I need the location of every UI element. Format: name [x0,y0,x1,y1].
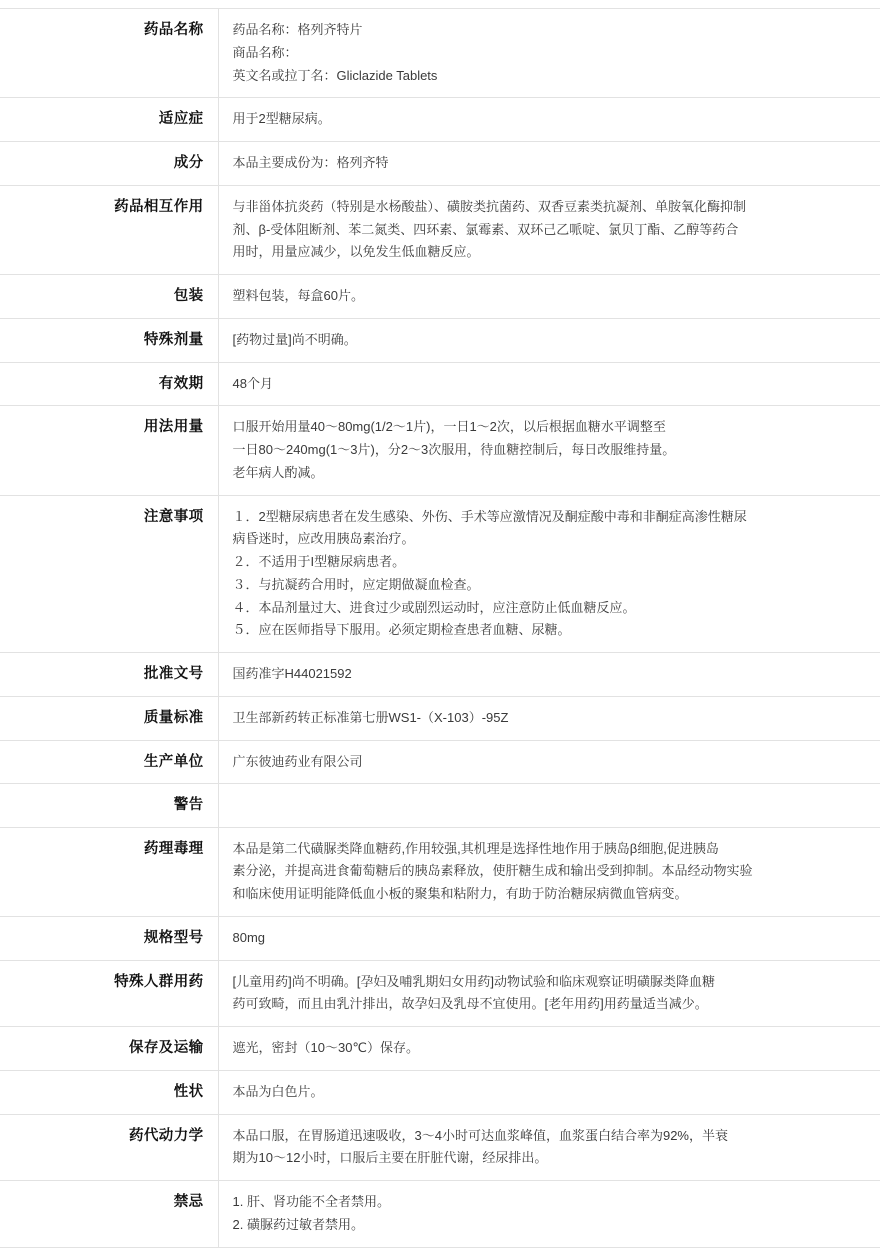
row-label: 特殊人群用药 [114,973,204,990]
table-row [0,960,880,1027]
row-label: 包装 [173,288,204,304]
row-value-line: [药物过量]尚不明确。 [232,331,357,347]
table-row [0,318,880,362]
row-value-line: 塑料包装，每盒60片。 [232,288,364,303]
row-value [218,1070,880,1114]
row-value [218,696,880,740]
row-value-line: 国药准字H44021592 [232,666,352,681]
row-label: 药代动力学 [129,1127,204,1144]
row-value-line: 本品口服，在胃肠道迅速吸收，3～4小时可达血浆峰值，血浆蛋白结合率为92%，半衰 [232,1127,728,1143]
row-label: 成分 [173,155,204,171]
row-value-line: 商品名称： [232,44,298,60]
row-value-line: 卫生部新药转正标准第七册WS1-（X-103）-95Z [232,709,509,725]
drug-information-table [0,8,880,1248]
row-label: 适应症 [158,111,204,128]
table-row [0,1114,880,1181]
table-row [0,275,880,319]
row-label: 性状 [173,1083,204,1100]
row-value-line: 80mg [232,929,266,945]
row-value [218,275,880,319]
row-value-line: 本品为白色片。 [232,1083,324,1099]
row-value-line: 英文名或拉丁名：Gliclazide Tablets [232,67,438,83]
table-row [0,362,880,406]
row-value [218,495,880,653]
row-value-line: ２．不适用于I型糖尿病患者。 [232,554,406,569]
row-value [218,1181,880,1248]
row-value-line: 用于2型糖尿病。 [232,111,331,127]
table-row [0,916,880,960]
row-value [218,9,880,98]
row-value-line: 剂、β-受体阻断剂、苯二氮类、四环素、氯霉素、双环己乙哌啶、氯贝丁酯、乙醇等药合 [232,221,739,237]
table-row [0,9,880,98]
row-value-line: 药品名称：格列齐特片 [232,22,363,37]
row-value-line: 一日80～240mg(1～3片)，分2～3次服用，待血糖控制后，每日改服维持量。 [232,442,676,457]
row-label: 特殊剂量 [143,331,204,348]
table-row [0,142,880,186]
table-row [0,1070,880,1114]
row-value-line: 口服开始用量40～80mg(1/2～1片)，一日1～2次，以后根据血糖水平调整至 [232,419,666,435]
table-row [0,98,880,142]
row-label: 质量标准 [143,709,204,726]
table-row [0,653,880,697]
row-value [218,185,880,274]
row-value-line: 用时，用量应减少，以免发生低血糖反应。 [232,244,480,260]
row-value-line: ５．应在医师指导下服用。必须定期检查患者血糖、尿糖。 [232,622,571,638]
table-row [0,696,880,740]
row-value [218,960,880,1027]
row-label: 保存及运输 [129,1040,204,1057]
row-label: 药理毒理 [143,840,204,857]
row-label: 用法用量 [143,419,204,436]
row-label: 药品名称 [143,22,204,38]
row-value-line: 48个月 [232,375,273,391]
row-value-line: 老年病人酌减。 [232,464,324,480]
row-value-line: 遮光，密封（10～30℃）保存。 [232,1040,420,1056]
row-value-line: 期为10～12小时，口服后主要在肝脏代谢，经尿排出。 [232,1150,548,1166]
table-row [0,406,880,495]
row-value [218,318,880,362]
table-row [0,1027,880,1071]
row-value [218,653,880,697]
table-row [0,827,880,916]
row-value-line: ３．与抗凝药合用时，应定期做凝血检查。 [232,576,480,592]
row-value [218,827,880,916]
row-value-line: 病昏迷时，应改用胰岛素治疗。 [232,531,415,547]
row-value-line: 2. 磺脲药过敏者禁用。 [232,1216,364,1232]
row-value-line: 本品主要成份为：格列齐特 [232,155,389,170]
row-value-line: 与非甾体抗炎药（特别是水杨酸盐）、磺胺类抗菌药、双香豆素类抗凝剂、单胺氧化酶抑制 [232,198,747,214]
row-value [218,1114,880,1181]
row-value-line: 本品是第二代磺脲类降血糖药,作用较强,其机理是选择性地作用于胰岛β细胞,促进胰岛 [232,840,719,856]
row-value-line: 1. 肝、肾功能不全者禁用。 [232,1194,390,1210]
row-value [218,406,880,495]
row-value-line: 和临床使用证明能降低血小板的聚集和粘附力，有助于防治糖尿病微血管病变。 [232,886,688,902]
row-label: 药品相互作用 [114,198,204,215]
row-value-line [233,794,865,802]
row-value [218,362,880,406]
table-row [0,784,880,827]
row-value [218,740,880,784]
row-value-line: 素分泌，并提高进食葡萄糖后的胰岛素释放，使肝糖生成和输出受到抑制。本品经动物实验 [232,863,753,879]
table-row [0,1181,880,1248]
row-value [218,142,880,186]
row-label: 规格型号 [143,929,204,946]
row-value-line: １．2型糖尿病患者在发生感染、外伤、手术等应激情况及酮症酸中毒和非酮症高渗性糖尿 [232,508,747,524]
row-label: 禁忌 [173,1194,204,1211]
row-label: 注意事项 [143,508,204,525]
row-value [218,1027,880,1071]
table-row [0,495,880,653]
table-row [0,740,880,784]
row-value-line: [儿童用药]尚不明确。[孕妇及哺乳期妇女用药]动物试验和临床观察证明磺脲类降血糖 [232,973,715,989]
row-label: 生产单位 [143,753,204,770]
drug-table-body [0,9,880,1248]
row-label: 批准文号 [143,666,204,682]
row-value-line: 广东彼迪药业有限公司 [232,753,363,769]
row-value-line: ４．本品剂量过大、进食过少或剧烈运动时，应注意防止低血糖反应。 [232,599,636,615]
table-row [0,185,880,274]
row-value [218,98,880,142]
row-label: 有效期 [158,375,204,392]
row-label: 警告 [173,797,204,814]
row-value [218,916,880,960]
row-value-line: 药可致畸，而且由乳汁排出，故孕妇及乳母不宜使用。[老年用药]用药量适当减少。 [232,996,708,1012]
row-value [218,784,880,827]
